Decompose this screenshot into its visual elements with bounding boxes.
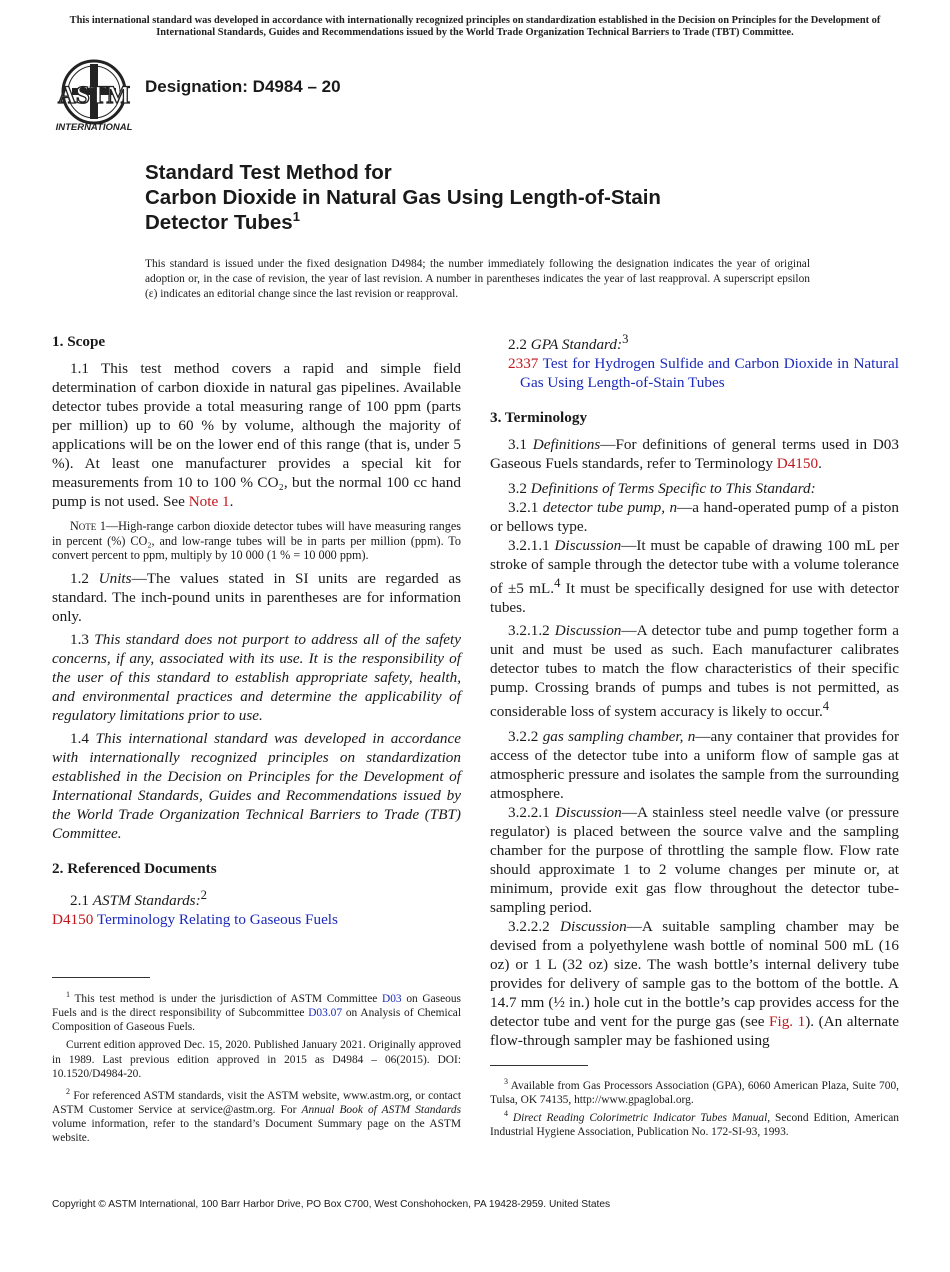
para-2-2-num: 2.2 (508, 336, 531, 354)
para-3-1 (490, 435, 899, 473)
scope-heading: 1. Scope (52, 333, 106, 350)
para-3-2-2-num: 3.2.2 (508, 728, 543, 746)
d4150-link[interactable]: D4150 (776, 455, 819, 473)
para-3-2-1-num: 3.2.1 (508, 499, 543, 517)
ref-d4150 (52, 910, 461, 929)
footnote-4-mark-2[interactable]: 4 (822, 699, 830, 714)
para-1-3-num: 1.3 (70, 630, 95, 648)
ref-gpa-code[interactable]: 2337 (508, 355, 539, 373)
note-1 (52, 519, 461, 563)
fn2-italic: Annual Book of ASTM Standards (301, 1104, 462, 1117)
para-1-2-italic: Units (98, 569, 132, 587)
para-3-2-2-2-text: —A suitable sampling chamber may be devised from a polyethylene wash bottle of nominal 500 mL (16 oz) or 1 L (32 oz) size. The wash bottle’s internal delivery tube provides for delivery of sample gas to the bottom of the bottle. A 14.7 mm (½ in.) hole cut in the bottle’s cap provides access for the detector tube and vent for the purge gas (see (490, 918, 899, 1031)
para-1-2-text: —The values stated in SI units are regarded as standard. The inch-pound units in parentheses are for information only. (52, 569, 461, 625)
para-3-2-1-2-italic: Discussion (554, 622, 622, 640)
para-3-2-num: 3.2 (508, 480, 531, 498)
note-1-text: 1—High-range carbon dioxide detector tubes will have measuring ranges in percent (%) CO₂, and low-range tubes will be in parts per million (ppm). To convert percent to ppm, multiply by 10 000 (1 % = 10 000 ppm). (52, 519, 461, 562)
para-3-2-2-1 (490, 803, 899, 917)
para-3-2-1-1-text: —It must be capable of drawing 100 mL per stroke of sample through the detector tube with a volume tolerance of ±5 mL. (490, 537, 899, 598)
footnote-1-edition: Current edition approved Dec. 15, 2020. Published January 2021. Originally approved in 1989. Last previous edition approved in 2015 as D4984 – 06(2015). DOI: 10.1520/D4984-20. (52, 1039, 461, 1080)
para-1-2-num: 1.2 (70, 569, 99, 587)
astm-logo-icon (52, 58, 136, 132)
footnote-rule-right (490, 1065, 588, 1066)
fn4-italic: Direct Reading Colorimetric Indicator Tubes Manual (512, 1112, 768, 1124)
fn1-text-c: on Analysis of Chemical Composition of Gaseous Fuels. (52, 1007, 461, 1034)
para-3-2-2-2-num: 3.2.2.2 (508, 918, 561, 936)
para-2-1 (52, 886, 461, 910)
para-3-2-2-2-end: ). (An alternate flow-through sampler may be fashioned using (490, 1013, 899, 1050)
footnote-3 (490, 1075, 899, 1107)
para-2-1-italic: ASTM Standards: (92, 891, 201, 909)
para-3-2-2-2 (490, 917, 899, 1050)
issued-statement: This standard is issued under the fixed designation D4984; the number immediately following the designation indicates the year of original adoption or, in the case of revision, the year of last revision. A number in parentheses indicates the year of last reapproval. A superscript epsilon (ε) indicates an editorial change since the last revision or reapproval. (145, 258, 810, 300)
title-line-1: Standard Test Method for (145, 161, 392, 184)
para-3-2-1-1-num: 3.2.1.1 (508, 537, 555, 555)
footnote-1 (52, 988, 461, 1034)
para-3-2-1-2-text: —A detector tube and pump together form a unit and must be used as such. Each manufacturer calibrates detector tubes to match the flow characteristics of their specific pump. Crossing brands of pumps and tubes is not permitted, as considerable loss of system accuracy is likely to occur. (490, 622, 900, 721)
fig-1-link[interactable]: Fig. 1 (769, 1013, 806, 1031)
para-3-2-2-text: —any container that provides for access of the detector tube into a uniform flow of sample gas at atmospheric pressure and isolates the sample from the surrounding atmosphere. (490, 728, 900, 803)
copyright: Copyright © ASTM International, 100 Barr Harbor Drive, PO Box C700, West Conshohocken, PA 19428-2959. United States (52, 1199, 611, 1210)
subcommittee-d03-07-link[interactable]: D03.07 (308, 1007, 343, 1019)
para-3-2-2-2-italic: Discussion (560, 918, 627, 936)
para-3-1-end: . (818, 455, 822, 473)
para-3-1-text: —For definitions of general terms used in D03 Gaseous Fuels standards, refer to Terminology (490, 436, 899, 473)
footnote-4-mark[interactable]: 4 (554, 576, 561, 591)
para-3-2-1-1 (490, 536, 899, 617)
fn4-mark: 4 (504, 1109, 508, 1119)
para-3-2-2-italic: gas sampling chamber, n (542, 728, 696, 746)
para-1-4 (52, 729, 461, 843)
fn4-text: , Second Edition, American Industrial Hygiene Association, Publication No. 172-SI-93, 1993. (490, 1112, 900, 1139)
document-title (145, 160, 845, 235)
para-3-2-italic: Definitions of Terms Specific to This Standard: (530, 480, 816, 498)
para-3-2 (490, 479, 899, 498)
referenced-heading: 2. Referenced Documents (52, 859, 217, 877)
note-1-link[interactable]: Note 1 (188, 493, 230, 510)
para-3-2-1-1-end: It must be specifically designed for use with detector tubes. (490, 580, 900, 617)
logo-letters: ASTM (57, 82, 131, 109)
fn1-text-a: This test method is under the jurisdiction of ASTM Committee (70, 992, 383, 1005)
para-2-1-num: 2.1 (70, 891, 93, 909)
terminology-heading: 3. Terminology (490, 409, 588, 427)
fn2-text-b: volume information, refer to the standard’s Document Summary page on the ASTM website. (52, 1118, 461, 1145)
footnote-2 (52, 1085, 461, 1146)
ref-gpa-2337 (508, 354, 899, 392)
fn1-text-b: on Gaseous Fuels and is the direct responsibility of Subcommittee (52, 992, 461, 1019)
para-1-2 (52, 569, 461, 626)
fn2-mark: 2 (66, 1087, 70, 1097)
fn3-text: Available from Gas Processors Association (GPA), 6060 American Plaza, Suite 700, Tulsa, OK 74135, http://www.gpaglobal.org. (490, 1079, 899, 1106)
ref-d4150-code[interactable]: D4150 (52, 910, 94, 928)
fn2-text-a: For referenced ASTM standards, visit the ASTM website, www.astm.org, or contact ASTM Customer Service at service@astm.org. For (52, 1089, 461, 1117)
para-3-2-1 (490, 498, 899, 536)
title-footnote-mark[interactable]: 1 (292, 209, 300, 225)
ref-gpa-title[interactable]: Test for Hydrogen Sulfide and Carbon Dioxide in Natural Gas Using Length-of-Stain Tubes (520, 355, 899, 392)
title-line-3 (145, 210, 845, 235)
footnote-3-mark[interactable]: 3 (622, 332, 629, 346)
para-3-2-1-text: —a hand-operated pump of a piston or bellows type. (490, 499, 899, 536)
para-3-2-2-1-text: —A stainless steel needle valve (or pressure regulator) is placed between the source valve and the sampling chamber for the purpose of throttling the sample flow. Flow rate should approximate 1 to 2 volume changes per minute or, at minimum, provide exit gas flow throughout the detector tube-sampling period. (490, 804, 900, 917)
fn1-mark: 1 (66, 990, 70, 999)
para-1-3-italic: This standard does not purport to address all of the safety concerns, if any, associated with its use. It is the responsibility of the user of this standard to establish appropriate safety, health, and environmental practices and determine the applicability of regulatory limitations prior to use. (52, 630, 461, 724)
para-3-2-1-italic: detector tube pump, n (542, 499, 678, 517)
para-3-2-2-1-italic: Discussion (555, 804, 622, 822)
para-3-2-2 (490, 727, 899, 803)
para-3-2-1-2 (490, 621, 899, 721)
right-column (490, 330, 899, 1050)
para-3-2-1-1-italic: Discussion (554, 537, 622, 555)
title-line-3-text: Detector Tubes (145, 211, 293, 234)
footnote-4 (490, 1107, 899, 1139)
ref-d4150-title[interactable]: Terminology Relating to Gaseous Fuels (96, 910, 338, 928)
note-label: Note (70, 519, 97, 533)
para-1-1-text: 1.1 This test method covers a rapid and simple field determination of carbon dioxide in natural gas pipelines. Available detector tubes provide a total measuring range of 100 ppm (parts per million) up to 60 % by volume, although the majority of applications will be on the lower end of this range (that is, under 5 %). At least one manufacturer provides a special kit for measurements from 10 to 100 % CO₂, but the normal 100 cc hand pump is not used. See (52, 360, 461, 510)
logo-org: INTERNATIONAL (55, 122, 133, 132)
title-line-2: Carbon Dioxide in Natural Gas Using Length-of-Stain (145, 186, 661, 209)
para-1-4-italic: This international standard was developed in accordance with internationally recognized principles on standardization established in the Decision on Principles for the Development of International Standards, Guides and Recommendations issued by the World Trade Organization Technical Barriers to Trade (TBT) Committee. (52, 729, 461, 842)
footnote-rule-left (52, 977, 150, 978)
para-1-1 (52, 359, 461, 511)
para-1-3 (52, 630, 461, 725)
left-column (52, 332, 461, 929)
fn3-mark: 3 (504, 1077, 508, 1086)
footnote-2-mark[interactable]: 2 (200, 887, 207, 902)
para-3-2-1-2-num: 3.2.1.2 (508, 622, 555, 640)
designation: Designation: D4984 – 20 (145, 77, 341, 96)
para-2-2 (490, 330, 899, 354)
para-1-1-end: . (229, 493, 234, 510)
footnotes-right (490, 1075, 899, 1139)
footnotes-left (52, 988, 461, 1146)
para-2-2-italic: GPA Standard: (530, 336, 623, 354)
committee-d03-link[interactable]: D03 (382, 992, 402, 1005)
para-3-1-num: 3.1 (508, 436, 533, 454)
tbt-notice: This international standard was developed in accordance with internationally recognized principles on standardization established in the Decision on Principles for the Development of International Standards, Guides and Recommendations issued by the World Trade Organization Technical Barriers to Trade (TBT) Committee. (69, 15, 881, 38)
para-3-1-italic: Definitions (532, 436, 601, 454)
para-3-2-2-1-num: 3.2.2.1 (508, 804, 556, 822)
para-1-4-num: 1.4 (70, 729, 96, 747)
